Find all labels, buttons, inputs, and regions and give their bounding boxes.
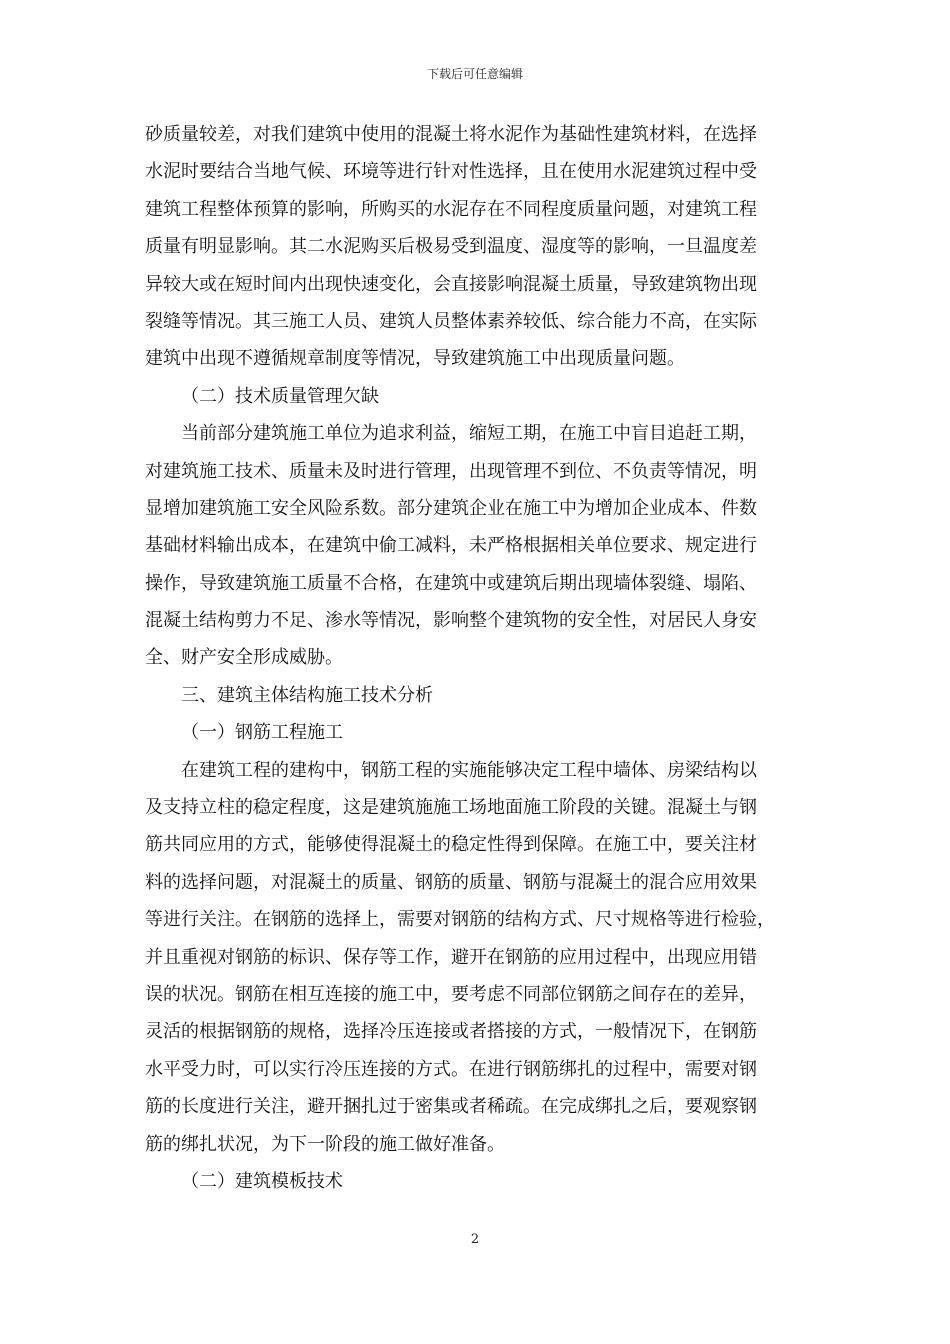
body-line-22: 等进行关注。在钢筋的选择上，需要对钢筋的结构方式、尺寸规格等进行检验， — [145, 909, 775, 931]
section-heading-formwork: （二）建筑模板技术 — [181, 1170, 343, 1192]
body-line-14: 混凝土结构剪力不足、渗水等情况，影响整个建筑物的安全性，对居民人身安 — [145, 610, 757, 632]
body-line-10: 对建筑施工技术、质量未及时进行管理，出现管理不到位、不负责等情况，明 — [145, 460, 757, 482]
body-line-5: 异较大或在短时间内出现快速变化，会直接影响混凝土质量，导致建筑物出现 — [145, 273, 757, 295]
body-line-13: 操作，导致建筑施工质量不合格，在建筑中或建筑后期出现墙体裂缝、塌陷、 — [145, 572, 757, 594]
paragraph-first-line: 在建筑工程的建构中，钢筋工程的实施能够决定工程中墙体、房梁结构以 — [181, 759, 757, 781]
body-line-7: 建筑中出现不遵循规章制度等情况，导致建筑施工中出现质量问题。 — [145, 348, 685, 370]
body-line-11: 显增加建筑施工安全风险系数。部分建筑企业在施工中为增加企业成本、件数 — [145, 497, 757, 519]
document-body — [145, 116, 805, 1200]
page-number: 2 — [470, 1232, 480, 1247]
body-line-21: 料的选择问题，对混凝土的质量、钢筋的质量、钢筋与混凝土的混合应用效果 — [145, 871, 757, 893]
body-line-12: 基础材料输出成本，在建筑中偷工减料，未严格根据相关单位要求、规定进行 — [145, 535, 757, 557]
section-heading-rebar: （一）钢筋工程施工 — [181, 722, 343, 744]
section-heading-structure-analysis: 三、建筑主体结构施工技术分析 — [181, 684, 433, 706]
body-line-6: 裂缝等情况。其三施工人员、建筑人员整体素养较低、综合能力不高，在实际 — [145, 310, 757, 332]
body-line-1: 砂质量较差，对我们建筑中使用的混凝土将水泥作为基础性建筑材料，在选择 — [145, 124, 757, 145]
body-line-2: 水泥时要结合当地气候、环境等进行针对性选择，且在使用水泥建筑过程中受 — [145, 161, 757, 183]
paragraph-first-line: 当前部分建筑施工单位为追求利益，缩短工期，在施工中盲目追赶工期， — [181, 423, 757, 445]
body-line-19: 及支持立柱的稳定程度，这是建筑施施工场地面施工阶段的关键。混凝土与钢 — [145, 797, 757, 819]
body-line-4: 质量有明显影响。其二水泥购买后极易受到温度、湿度等的影响，一旦温度差 — [145, 236, 757, 258]
body-line-25: 灵活的根据钢筋的规格，选择冷压连接或者搭接的方式，一般情况下，在钢筋 — [145, 1021, 757, 1043]
body-line-20: 筋共同应用的方式，能够使得混凝土的稳定性得到保障。在施工中，要关注材 — [145, 834, 757, 856]
section-heading-tech-quality: （二）技术质量管理欠缺 — [181, 385, 379, 407]
body-line-27: 筋的长度进行关注，避开捆扎过于密集或者稀疏。在完成绑扎之后，要观察钢 — [145, 1096, 757, 1118]
body-line-28: 筋的绑扎状况，为下一阶段的施工做好准备。 — [145, 1133, 505, 1155]
body-line-3: 建筑工程整体预算的影响，所购买的水泥存在不同程度质量问题，对建筑工程 — [145, 198, 757, 220]
body-line-15: 全、财产安全形成威胁。 — [145, 647, 343, 669]
body-line-23: 并且重视对钢筋的标识、保存等工作，避开在钢筋的应用过程中，出现应用错 — [145, 946, 757, 968]
body-line-24: 误的状况。钢筋在相互连接的施工中，要考虑不同部位钢筋之间存在的差异， — [145, 983, 757, 1005]
body-line-26: 水平受力时，可以实行冷压连接的方式。在进行钢筋绑扎的过程中，需要对钢 — [145, 1058, 757, 1080]
page-header: 下载后可任意编辑 — [426, 67, 523, 81]
